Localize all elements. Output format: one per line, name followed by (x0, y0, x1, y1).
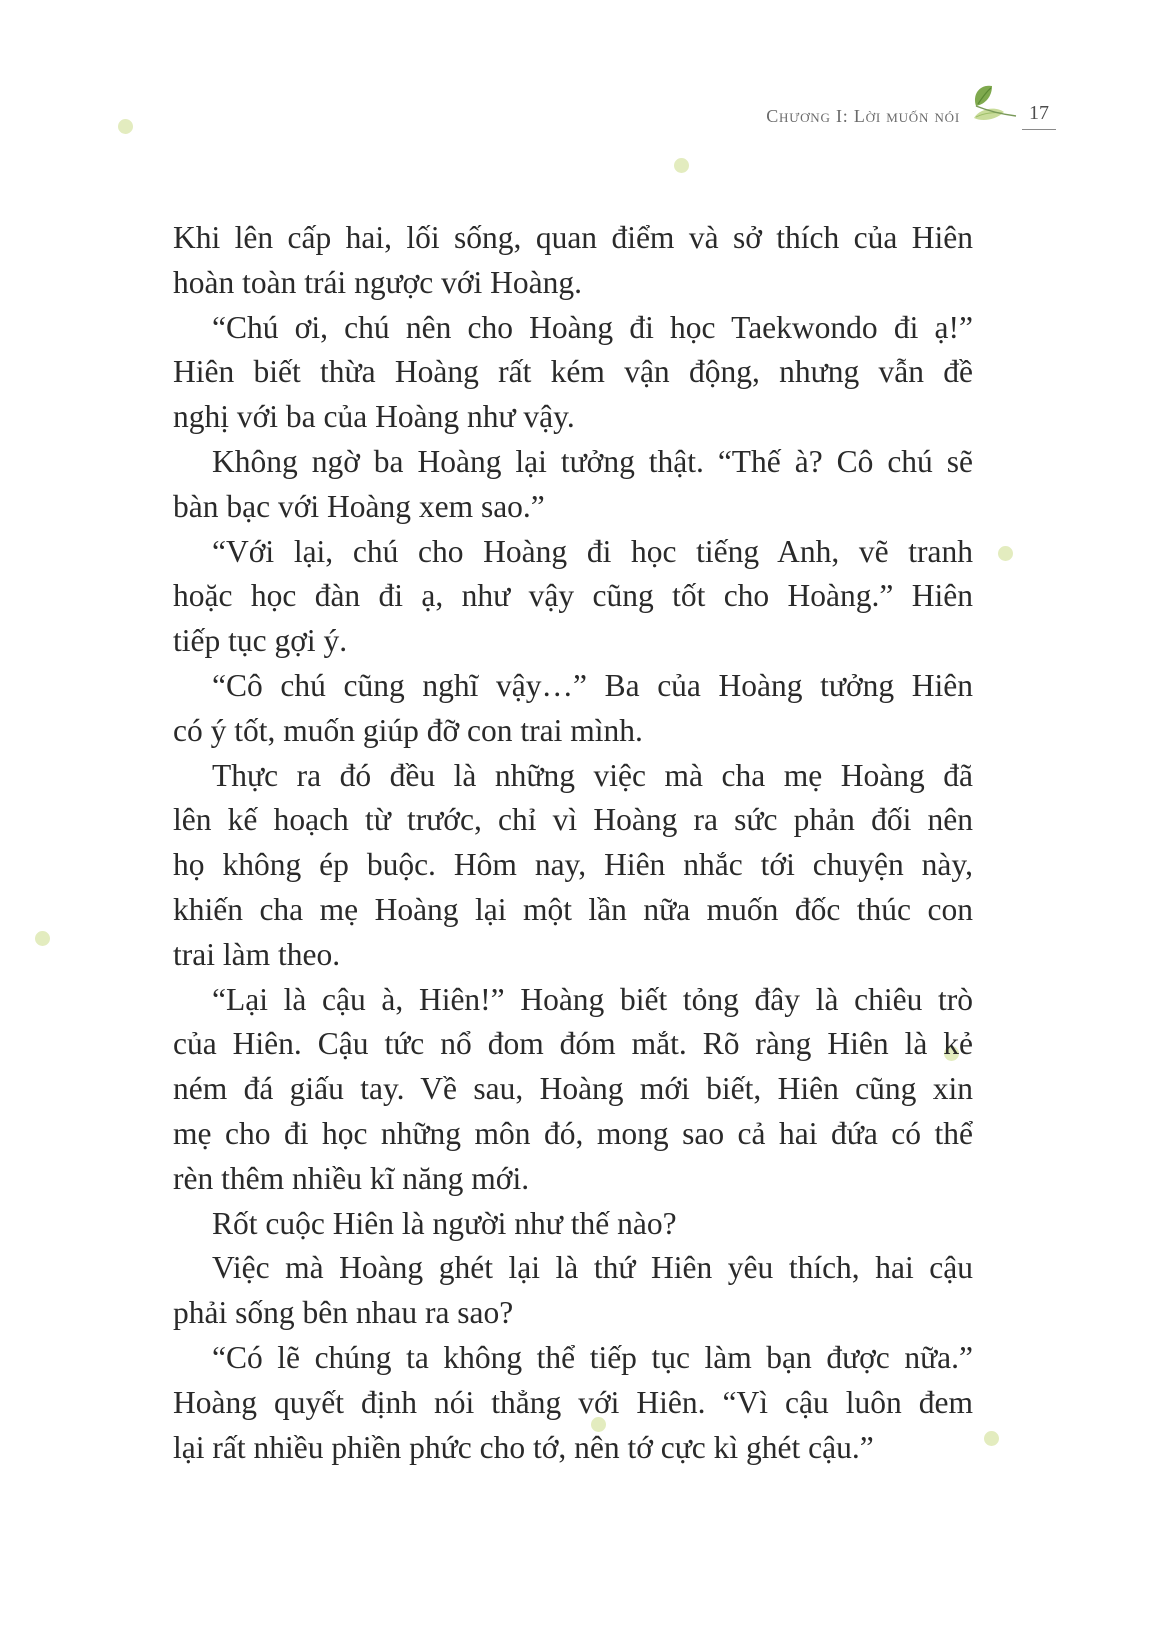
text-line: Hoàng quyết định nói thẳng với Hiên. “Vì cậu luôn đem (173, 1384, 973, 1420)
page-number: 17 (1022, 102, 1056, 130)
text-line: khiến cha mẹ Hoàng lại một lần nữa muốn đốc thúc con (173, 891, 973, 927)
text-line: Thực ra đó đều là những việc mà cha mẹ Hoàng đã (212, 757, 973, 793)
text-line: lại rất nhiều phiền phức cho tớ, nên tớ cực kì ghét cậu.” (173, 1429, 874, 1465)
text-line: bàn bạc với Hoàng xem sao.” (173, 488, 545, 524)
text-line: Không ngờ ba Hoàng lại tưởng thật. “Thế à? Cô chú sẽ (212, 443, 973, 479)
text-line: tiếp tục gợi ý. (173, 623, 348, 659)
text-line: Hiên biết thừa Hoàng rất kém vận động, nhưng vẫn đề (173, 354, 973, 390)
chapter-title: Chương I: Lời muốn nói (766, 106, 960, 126)
text-line: mẹ cho đi học những môn đó, mong sao cả hai đứa có thể (173, 1115, 973, 1151)
text-line: có ý tốt, muốn giúp đỡ con trai mình. (173, 712, 643, 748)
text-line: Rốt cuộc Hiên là người như thế nào? (212, 1205, 677, 1241)
decorative-dot (118, 119, 133, 134)
decorative-dot (998, 546, 1013, 561)
leaf-icon (966, 82, 1018, 134)
text-line: của Hiên. Cậu tức nổ đom đóm mắt. Rõ ràng Hiên là kẻ (173, 1026, 973, 1062)
text-line: “Cô chú cũng nghĩ vậy…” Ba của Hoàng tưởng Hiên (212, 667, 973, 703)
text-line: ném đá giấu tay. Về sau, Hoàng mới biết, Hiên cũng xin (173, 1071, 973, 1107)
decorative-dot (674, 158, 689, 173)
text-line: họ không ép buộc. Hôm nay, Hiên nhắc tới chuyện này, (173, 847, 973, 883)
text-line: hoặc học đàn đi ạ, như vậy cũng tốt cho Hoàng.” Hiên (173, 578, 973, 614)
text-line: lên kế hoạch từ trước, chỉ vì Hoàng ra sức phản đối nên (173, 802, 973, 838)
page-header (0, 98, 1158, 138)
text-line: nghị với ba của Hoàng như vậy. (173, 399, 575, 435)
text-line: Khi lên cấp hai, lối sống, quan điểm và sở thích của Hiên (173, 220, 973, 255)
text-line: hoàn toàn trái ngược với Hoàng. (173, 264, 583, 300)
text-line: phải sống bên nhau ra sao? (173, 1295, 514, 1331)
text-line: trai làm theo. (173, 936, 341, 972)
text-line: “Có lẽ chúng ta không thể tiếp tục làm bạn được nữa.” (212, 1339, 973, 1375)
decorative-dot (35, 931, 50, 946)
body-text (173, 216, 973, 1470)
text-line: Việc mà Hoàng ghét lại là thứ Hiên yêu thích, hai cậu (212, 1250, 973, 1286)
text-line: “Với lại, chú cho Hoàng đi học tiếng Anh, vẽ tranh (212, 533, 973, 569)
text-line: “Chú ơi, chú nên cho Hoàng đi học Taekwondo đi ạ!” (212, 309, 973, 345)
text-line: rèn thêm nhiều kĩ năng mới. (173, 1160, 530, 1196)
decorative-dot (984, 1431, 999, 1446)
text-line: “Lại là cậu à, Hiên!” Hoàng biết tỏng đây là chiêu trò (212, 981, 973, 1017)
